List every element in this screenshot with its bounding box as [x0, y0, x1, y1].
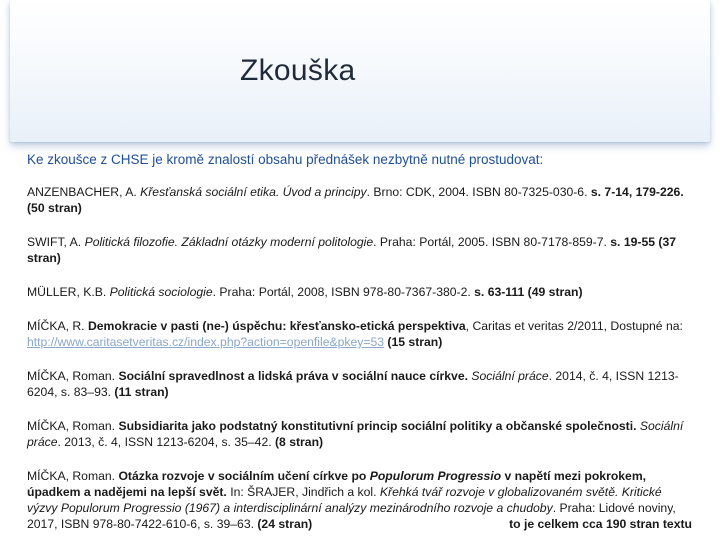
ref-publication: . Brno: CDK, 2004. ISBN 80-7325-030-6. [366, 185, 591, 199]
total-pages-note: to je celkem cca 190 stran textu [509, 517, 692, 531]
ref-pages: s. 7-14, 179-226. (50 stran) [27, 185, 684, 215]
reference-item [27, 318, 693, 350]
ref-author: MÜLLER, K.B. [27, 285, 110, 299]
ref-book-title: Křehká tvář rozvoje v globalizovaném světě. Kritické výzvy Populorum Progressio (1967) a interdisciplinární analýzy mezinárodního rozvoje a chudoby [27, 485, 662, 515]
ref-title: Otázka rozvoje v sociálním učení církve po [118, 469, 370, 483]
ref-pages: (8 stran) [275, 435, 324, 449]
ref-pages: (11 stran) [114, 385, 169, 399]
title-band [10, 0, 710, 142]
reference-list [27, 184, 693, 550]
ref-author: MÍČKA, R. [27, 319, 88, 333]
ref-pages: (15 stran) [384, 335, 443, 349]
ref-author: MÍČKA, Roman. [27, 469, 119, 483]
reference-item [27, 184, 693, 216]
ref-author: MÍČKA, Roman. [27, 369, 119, 383]
reference-item [27, 368, 693, 400]
ref-link[interactable]: http://www.caritasetveritas.cz/index.php?action=openfile&pkey=53 [27, 335, 385, 349]
ref-publication: , Caritas et veritas 2/2011, Dostupné na: [465, 319, 683, 333]
ref-publication: . Praha: Portál, 2008, ISBN 978-80-7367-380-2. [212, 285, 475, 299]
ref-publication: . Praha: Portál, 2005. ISBN 80-7178-859-7. [373, 235, 611, 249]
ref-title-italic: Populorum Progressio [369, 469, 502, 483]
ref-journal: Sociální práce [467, 369, 549, 383]
ref-author: SWIFT, A. [27, 235, 85, 249]
ref-title: Politická sociologie [109, 285, 213, 299]
ref-title: Sociální spravedlnost a lidská práva v sociální nauce církve. [118, 369, 468, 383]
ref-pages: s. 19-55 (37 stran) [27, 235, 677, 265]
ref-title: Křesťanská sociální etika. Úvod a principy [140, 185, 367, 199]
ref-title: Demokracie v pasti (ne-) úspěchu: křesťansko-etická perspektiva [87, 319, 466, 333]
ref-journal: Sociální práce [27, 419, 684, 449]
ref-publication: . Praha: Lidové noviny, 2017, ISBN 978-80-7422-610-6, s. 39–63. [27, 501, 676, 531]
reference-item [27, 234, 693, 266]
ref-author: ANZENBACHER, A. [27, 185, 141, 199]
ref-title-cont: v napětí mezi pokrokem, úpadkem a nadějemi na lepší svět. [27, 469, 647, 499]
ref-title: Subsidiarita jako podstatný konstitutivní princip sociální politiky a občanské společnosti. [118, 419, 637, 433]
ref-publication: . 2014, č. 4, ISSN 1213-6204, s. 83–93. [27, 369, 679, 399]
ref-editor: In: ŠRAJER, Jindřich a kol. [226, 485, 380, 499]
reference-item [27, 418, 693, 450]
ref-pages: (24 stran) [257, 517, 313, 531]
ref-title: Politická filozofie. Základní otázky moderní politologie [84, 235, 374, 249]
reference-item [27, 284, 693, 300]
slide-title: Zkouška [240, 54, 356, 87]
ref-publication: . 2013, č. 4, ISSN 1213-6204, s. 35–42. [57, 435, 275, 449]
ref-author: MÍČKA, Roman. [27, 419, 119, 433]
intro-text: Ke zkoušce z CHSE je kromě znalostí obsahu přednášek nezbytně nutné prostudovat: [27, 152, 544, 167]
ref-pages: s. 63-111 (49 stran) [474, 285, 583, 299]
